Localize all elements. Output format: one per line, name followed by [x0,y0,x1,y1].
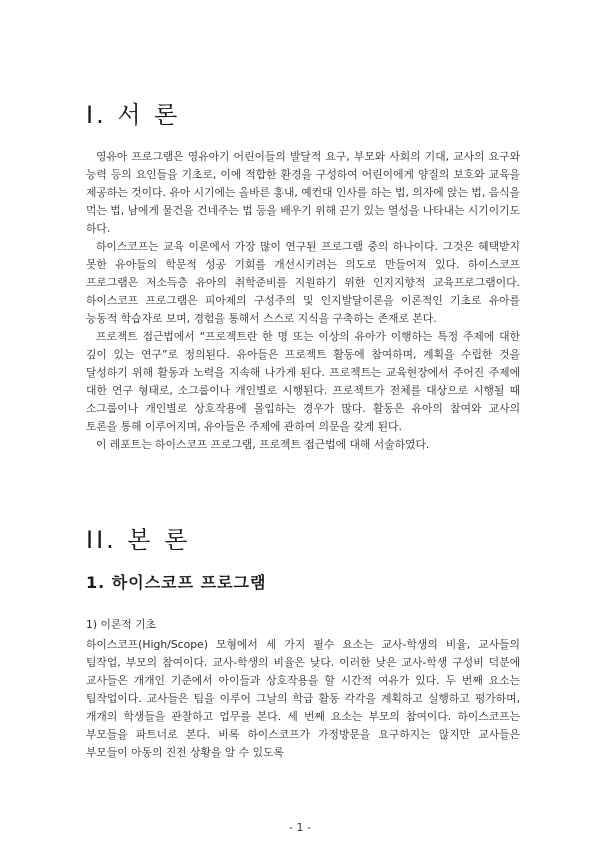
page-number: - 1 - [289,821,311,834]
subsection-title: 1) 이론적 기초 [86,618,157,631]
intro-paragraph: 하이스코프는 교육 이론에서 가장 많이 연구된 프로그램 중의 하나이다. 그것은 혜택받지 못한 유아들의 학문적 성공 기회를 개선시키려는 의도로 만들어져 있다. 하이스코프 프로그램은 저소득층 유아의 취학준비를 지원하기 위한 인지지향적 교육프로그램이다. 하이스코프 프로그램은 피아제의 구성주의 및 인지발달이론을 이론적인 기초로 유아를 능동적 학습자로 보며, 경험을 통해서 스스로 지식을 구축하는 존재로 본다. [86,240,520,325]
intro-paragraph: 영유아 프로그램은 영유아기 어린이들의 발달적 요구, 부모와 사회의 기대, 교사의 요구와 능력 등의 요인들을 기초로, 이에 적합한 환경을 구성하여 어린이에게 양질의 보호와 교육을 제공하는 것이다. 유아 시기에는 올바른 홍내, 예컨대 인사를 하는 법, 의자에 앉는 법, 음식을 먹는 법, 남에게 물건을 건네주는 법 등을 배우기 위해 끈기 있는 열성을 나타내는 시기이기도 하다. [86,150,520,235]
section-title-highscope: 1. 하이스코프 프로그램 [86,573,267,592]
intro-body [86,148,520,454]
intro-paragraph: 이 레포트는 하이스코프 프로그램, 프로젝트 접근법에 대해 서술하였다. [96,438,430,451]
intro-heading: I. 서 론 [86,101,181,129]
section-highscope-body [86,616,520,762]
intro-paragraph: 프로젝트 접근법에서 “프로젝트란 한 명 또는 이상의 유아가 이행하는 특정 주제에 대한 깊이 있는 연구”로 정의된다. 유아들은 프로젝트 활동에 참여하며, 계획을 수립한 것을 달성하기 위해 활동과 노력을 지속해 나가게 된다. 프로젝트는 교육현장에서 주어진 주제에 대한 연구 형태로, 소그룹이나 개인별로 시행된다. 프로젝트가 전체를 대상으로 시행될 때 소그룹이나 개인별로 상호작용에 몰입하는 경우가 많다. 활동은 유아의 참여와 교사의 토론을 통해 이루어지며, 유아들은 주제에 관하여 의문을 갖게 된다. [86,330,520,433]
section-paragraph: 하이스코프(High/Scope) 모형에서 세 가지 필수 요소는 교사-학생의 비율, 교사들의 팀작업, 부모의 참여이다. 교사-학생의 비율은 낮다. 이러한 낮은 교사-학생 구성비 덕분에 교사들은 개개인 기준에서 아이들과 상호작용을 할 시간적 여유가 있다. 두 번째 요소는 팀작업이다. 교사들은 팀을 이루어 그날의 학급 활동 각각을 계획하고 실행하고 평가하며, 개개의 학생들을 관찰하고 업무를 본다. 세 번째 요소는 부모의 참여이다. 하이스코프는 부모들을 파트너로 본다. 비록 하이스코프가 가정방문을 요구하지는 않지만 교사들은 부모들이 아동의 진전 상황을 알 수 있도록 [86,638,520,759]
body-heading: II. 본 론 [86,526,191,554]
